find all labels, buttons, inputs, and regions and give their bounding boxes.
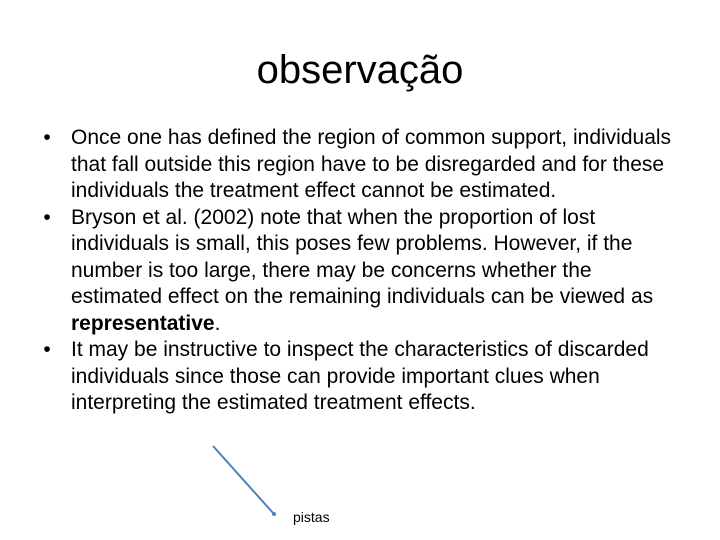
bullet-text: It may be instructive to inspect the characteristics of discarded individuals since those can provide important clues when interpreting the estimated treatment effects. xyxy=(71,338,649,414)
bullet-text: Once one has defined the region of common support, individuals that fall outside this region have to be disregarded and for these individuals the treatment effect cannot be estimated. xyxy=(71,126,672,202)
slide-title: observação xyxy=(256,48,464,92)
bullet-dot: • xyxy=(43,126,51,149)
bullet-dot: • xyxy=(43,338,51,361)
bullet-item xyxy=(36,205,686,338)
bullet-text: Bryson et al. (2002) note that when the proportion of lost individuals is small, this poses few problems. However, if the number is too large, there may be concerns whether the estimated effect on the remaining individuals can be viewed as xyxy=(71,205,654,308)
annotation-endpoint xyxy=(272,512,276,516)
bullet-text-end: . xyxy=(214,311,221,335)
bullet-item xyxy=(36,125,686,205)
annotation-label: pistas xyxy=(293,509,330,525)
bullet-list xyxy=(36,125,686,417)
bullet-item xyxy=(36,337,686,417)
bullet-dot: • xyxy=(43,205,51,229)
annotation-line xyxy=(213,446,274,514)
bold-term: representative xyxy=(71,311,215,335)
